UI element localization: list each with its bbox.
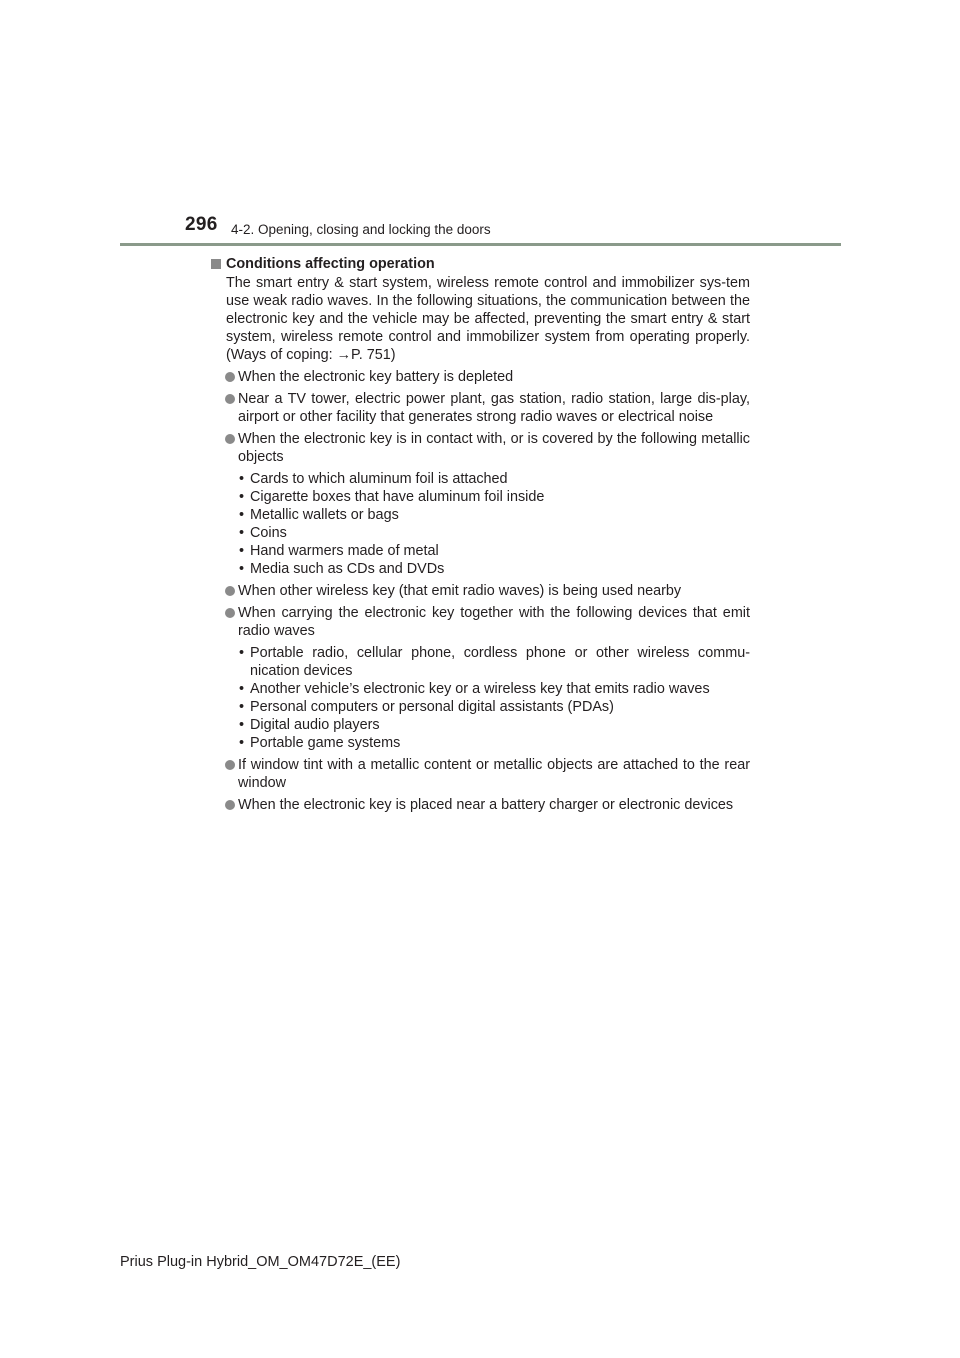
sub-list	[210, 644, 750, 752]
list-item	[210, 390, 750, 426]
sub-list-item-text: Another vehicle’s electronic key or a wireless key that emits radio waves	[250, 681, 710, 697]
dot-bullet-icon: •	[239, 645, 245, 661]
list-item	[210, 756, 750, 792]
sub-list-item	[210, 698, 750, 716]
dot-bullet-icon: •	[239, 525, 245, 541]
list-item-text: When the electronic key is in contact with, or is covered by the following metallic objects	[238, 431, 750, 465]
dot-bullet-icon: •	[239, 471, 245, 487]
sub-list-item-text: Portable game systems	[250, 735, 401, 751]
sub-list-item	[210, 560, 750, 578]
circle-bullet-icon	[225, 608, 235, 618]
sub-list-item-text: Coins	[250, 525, 287, 541]
square-bullet-icon	[211, 259, 221, 269]
section-title: 4-2. Opening, closing and locking the doors	[231, 222, 491, 237]
condition-list	[210, 368, 750, 814]
dot-bullet-icon: •	[239, 681, 245, 697]
sub-list-item-text: Digital audio players	[250, 717, 380, 733]
list-item	[210, 604, 750, 640]
sub-list-item	[210, 542, 750, 560]
footer-doc-id: Prius Plug-in Hybrid_OM_OM47D72E_(EE)	[120, 1254, 401, 1270]
dot-bullet-icon: •	[239, 489, 245, 505]
list-item-text: When carrying the electronic key together with the following devices that emit radio waves	[238, 605, 750, 639]
circle-bullet-icon	[225, 800, 235, 810]
sub-list-item	[210, 488, 750, 506]
list-item-text: When other wireless key (that emit radio waves) is being used nearby	[238, 583, 682, 599]
dot-bullet-icon: •	[239, 717, 245, 733]
dot-bullet-icon: •	[239, 561, 245, 577]
list-item-text: If window tint with a metallic content or metallic objects are attached to the rear window	[238, 757, 750, 791]
sub-list-item-text: Metallic wallets or bags	[250, 507, 399, 523]
list-item-text: Near a TV tower, electric power plant, gas station, radio station, large dis-play, airport or other facility that generates strong radio waves or electrical noise	[238, 391, 750, 425]
circle-bullet-icon	[225, 372, 235, 382]
circle-bullet-icon	[225, 434, 235, 444]
sub-list	[210, 470, 750, 578]
list-item	[210, 582, 750, 600]
sub-list-item-text: Media such as CDs and DVDs	[250, 561, 445, 577]
sub-list-item	[210, 716, 750, 734]
sub-list-item	[210, 644, 750, 680]
sub-list-item	[210, 470, 750, 488]
page-number: 296	[185, 214, 218, 235]
sub-list-item	[210, 506, 750, 524]
list-item	[210, 796, 750, 814]
sub-list-item	[210, 734, 750, 752]
list-item	[210, 430, 750, 466]
dot-bullet-icon: •	[239, 543, 245, 559]
conditions-heading	[210, 255, 750, 273]
sub-list-item-text: Portable radio, cellular phone, cordless phone or other wireless commu-nication devices	[250, 645, 750, 679]
header-rule	[120, 243, 841, 246]
list-item	[210, 368, 750, 386]
circle-bullet-icon	[225, 586, 235, 596]
sub-list-item-text: Hand warmers made of metal	[250, 543, 439, 559]
circle-bullet-icon	[225, 760, 235, 770]
dot-bullet-icon: •	[239, 507, 245, 523]
circle-bullet-icon	[225, 394, 235, 404]
heading-text: Conditions affecting operation	[226, 256, 435, 272]
sub-list-item-text: Cigarette boxes that have aluminum foil inside	[250, 489, 545, 505]
dot-bullet-icon: •	[239, 699, 245, 715]
sub-list-item	[210, 680, 750, 698]
sub-list-item-text: Personal computers or personal digital assistants (PDAs)	[250, 699, 614, 715]
sub-list-item-text: Cards to which aluminum foil is attached	[250, 471, 508, 487]
list-item-text: When the electronic key is placed near a battery charger or electronic devices	[238, 797, 734, 813]
dot-bullet-icon: •	[239, 735, 245, 751]
main-content	[210, 255, 750, 814]
intro-paragraph: The smart entry & start system, wireless remote control and immobilizer sys-tem use weak radio waves. In the following situations, the communication between the electronic key and the vehicle may be affected, preventing the smart entry & start system, wireless remote control and immobilizer system from operating properly. (Ways of coping: →P. 751)	[226, 275, 750, 363]
list-item-text: When the electronic key battery is depleted	[238, 369, 514, 385]
sub-list-item	[210, 524, 750, 542]
